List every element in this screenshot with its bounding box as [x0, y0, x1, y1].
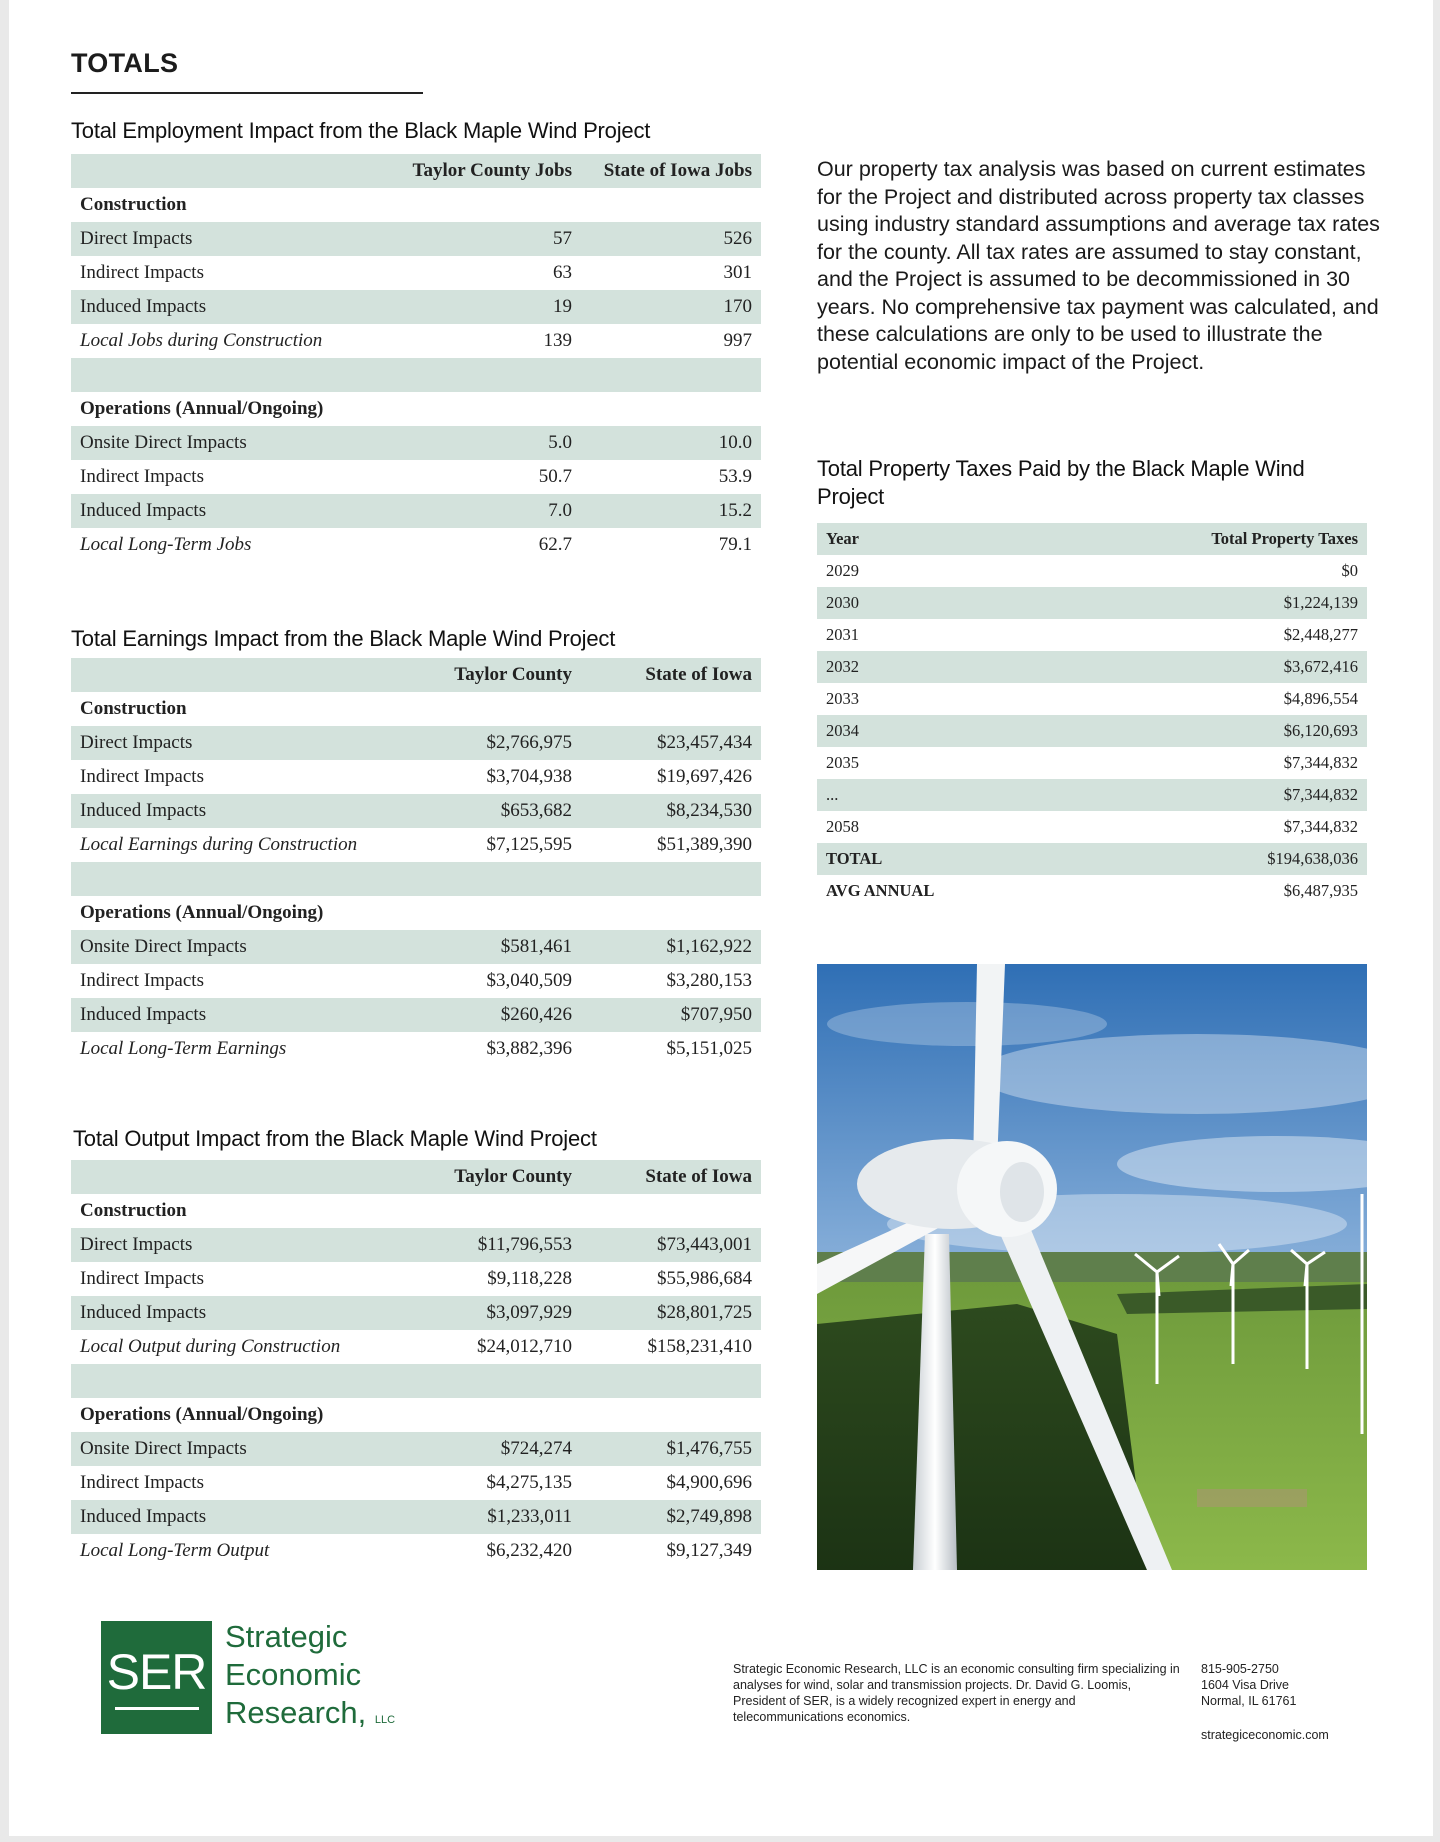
table-row: 2034 $6,120,693	[817, 715, 1367, 747]
table-row: Indirect Impacts 63 301	[80, 262, 752, 283]
table-row: Local Earnings during Construction $7,125,595 $51,389,390	[80, 834, 752, 855]
logo-line-1: Strategic	[225, 1619, 348, 1654]
earnings-title: Total Earnings Impact from the Black Maple Wind Project	[71, 626, 616, 651]
table-row: Induced Impacts $3,097,929 $28,801,725	[71, 1296, 761, 1330]
page	[9, 0, 1433, 1836]
property-taxes-title: Total Property Taxes Paid by the Black Maple Wind Project	[817, 456, 1305, 509]
group-label: Operations (Annual/Ongoing)	[80, 1404, 324, 1425]
page-title: TOTALS	[71, 48, 179, 78]
group-label: Construction	[80, 194, 187, 215]
table-row: Induced Impacts $653,682 $8,234,530	[71, 794, 761, 828]
column-header: Taylor County	[454, 1166, 572, 1187]
table-row: Induced Impacts $260,426 $707,950	[71, 998, 761, 1032]
column-header: Taylor County Jobs	[412, 160, 572, 181]
ser-logo-mark	[101, 1621, 212, 1734]
group-label: Construction	[80, 1200, 187, 1221]
footer-description: Strategic Economic Research, LLC is an economic consulting firm specializing in analyses for wind, solar and transmission projects. Dr. David G. Loomis, President of SER, is a widely recognized expert in energy and telecommunications economics.	[733, 1662, 1180, 1724]
footer-contact	[1201, 1661, 1401, 1709]
table-row: Local Jobs during Construction 139 997	[80, 330, 752, 351]
table-row: Indirect Impacts $4,275,135 $4,900,696	[80, 1472, 752, 1493]
table-row: Local Long-Term Output $6,232,420 $9,127,349	[80, 1540, 752, 1561]
column-header: Taylor County	[454, 664, 572, 685]
earnings-table	[71, 658, 761, 1066]
table-row: 2035 $7,344,832	[826, 753, 1358, 772]
footer-phone: 815-905-2750	[1201, 1662, 1279, 1676]
column-header: Total Property Taxes	[1211, 529, 1358, 548]
column-header: State of Iowa Jobs	[603, 160, 752, 181]
logo-line-2: Economic	[225, 1657, 362, 1692]
wind-turbine-photo	[817, 964, 1367, 1570]
table-header-row	[71, 1160, 761, 1194]
employment-title: Total Employment Impact from the Black Maple Wind Project	[71, 118, 651, 143]
logo-line-3: Research,	[225, 1695, 367, 1730]
table-row: Local Long-Term Earnings $3,882,396 $5,151,025	[80, 1038, 752, 1059]
table-row: Indirect Impacts 50.7 53.9	[80, 466, 752, 487]
table-row: 2029 $0	[826, 561, 1358, 580]
table-row-average: AVG ANNUAL $6,487,935	[826, 881, 1358, 900]
footer-address-2: Normal, IL 61761	[1201, 1694, 1297, 1708]
footer-address-1: 1604 Visa Drive	[1201, 1678, 1290, 1692]
logo-underline	[115, 1707, 199, 1710]
column-header: State of Iowa	[645, 664, 752, 685]
property-taxes-table	[817, 523, 1367, 907]
column-header: Year	[826, 529, 859, 548]
table-row: Direct Impacts $11,796,553 $73,443,001	[71, 1228, 761, 1262]
table-row: Onsite Direct Impacts $581,461 $1,162,922	[71, 930, 761, 964]
table-header-row	[817, 523, 1367, 555]
title-divider	[71, 92, 423, 94]
spacer-row	[71, 358, 761, 392]
table-header-row	[71, 658, 761, 692]
table-row: Indirect Impacts $3,040,509 $3,280,153	[80, 970, 752, 991]
table-row: 2030 $1,224,139	[817, 587, 1367, 619]
employment-table	[71, 154, 761, 562]
table-row: Direct Impacts 57 526	[71, 222, 761, 256]
footer-website-link[interactable]: strategiceconomic.com	[1201, 1728, 1329, 1742]
logo-suffix: LLC	[374, 1714, 396, 1726]
table-row: ... $7,344,832	[817, 779, 1367, 811]
table-row: 2031 $2,448,277	[826, 625, 1358, 644]
table-row: Onsite Direct Impacts 5.0 10.0	[71, 426, 761, 460]
group-label: Operations (Annual/Ongoing)	[80, 398, 324, 419]
table-row: Induced Impacts 19 170	[71, 290, 761, 324]
table-row: Induced Impacts 7.0 15.2	[71, 494, 761, 528]
table-row: 2032 $3,672,416	[817, 651, 1367, 683]
table-row-total: TOTAL $194,638,036	[817, 843, 1367, 875]
output-table	[71, 1160, 761, 1568]
table-row: Indirect Impacts $3,704,938 $19,697,426	[80, 766, 752, 787]
table-row: Induced Impacts $1,233,011 $2,749,898	[71, 1500, 761, 1534]
table-row: Direct Impacts $2,766,975 $23,457,434	[71, 726, 761, 760]
table-row: Local Long-Term Jobs 62.7 79.1	[80, 534, 752, 555]
group-label: Operations (Annual/Ongoing)	[80, 902, 324, 923]
logo-mark-text: SER	[106, 1644, 207, 1700]
table-row: Local Output during Construction $24,012,710 $158,231,410	[80, 1336, 752, 1357]
property-tax-paragraph: Our property tax analysis was based on current estimates for the Project and distributed across property tax classes using industry standard assumptions and average tax rates for the county. All tax rates are assumed to stay constant, and the Project is assumed to be decommissioned in 30 years. No comprehensive tax payment was calculated, and these calculations are only to be used to illustrate the potential economic impact of the Project.	[817, 157, 1380, 374]
column-header: State of Iowa	[645, 1166, 752, 1187]
spacer-row	[71, 1364, 761, 1398]
table-row: Indirect Impacts $9,118,228 $55,986,684	[80, 1268, 752, 1289]
table-row: Onsite Direct Impacts $724,274 $1,476,755	[71, 1432, 761, 1466]
table-header-row	[71, 154, 761, 188]
spacer-row	[71, 862, 761, 896]
output-title: Total Output Impact from the Black Maple Wind Project	[73, 1126, 597, 1151]
logo-wordmark	[225, 1618, 395, 1739]
table-row: 2058 $7,344,832	[826, 817, 1358, 836]
table-row: 2033 $4,896,554	[826, 689, 1358, 708]
group-label: Construction	[80, 698, 187, 719]
